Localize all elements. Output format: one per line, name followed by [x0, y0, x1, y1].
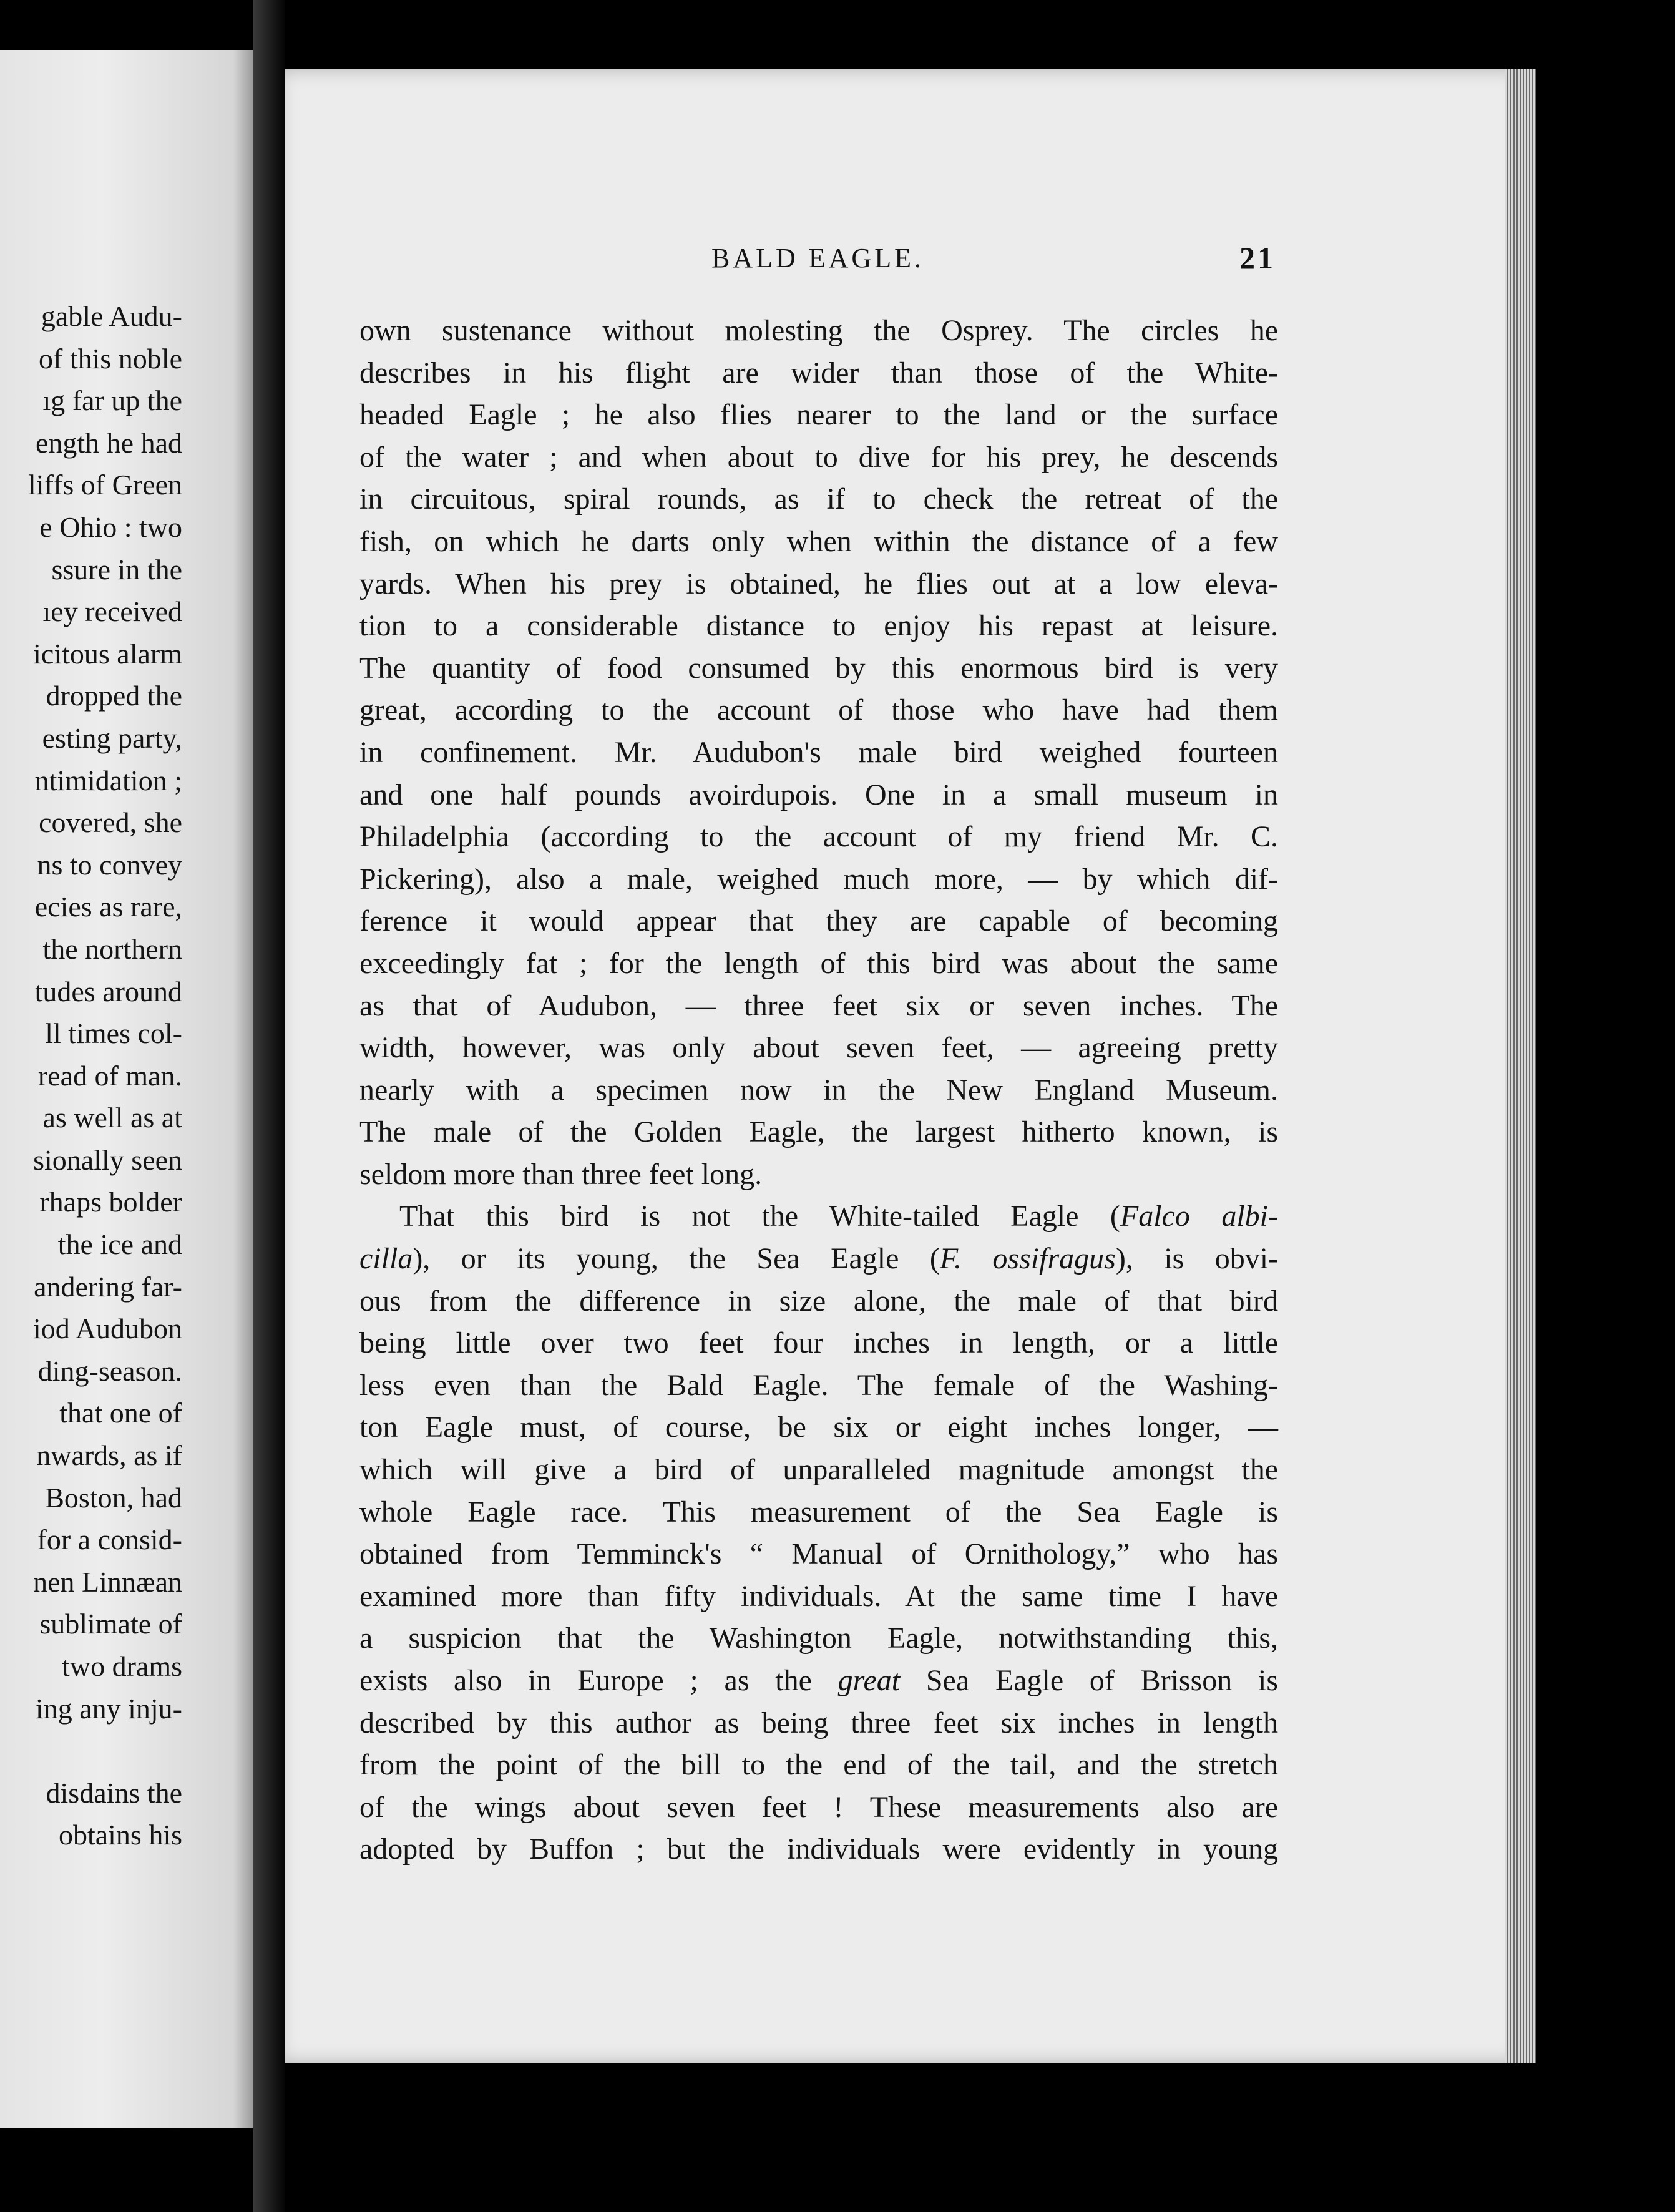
facing-page-line: rhaps bolder — [39, 1186, 182, 1218]
text-line: whole Eagle race. This measurement of the Sea Eagle is — [359, 1495, 1278, 1529]
text-line: obtained from Temminck's “ Manual of Ornithology,” who has — [359, 1537, 1278, 1571]
text-line: The quantity of food consumed by this enormous bird is very — [359, 651, 1278, 685]
paragraph-1 — [359, 310, 1278, 1195]
text-line: less even than the Bald Eagle. The female of the Washing- — [359, 1368, 1278, 1402]
text-line: cilla), or its young, the Sea Eagle (F. ossifragus), is obvi- — [359, 1242, 1279, 1276]
facing-page-line: as well as at — [42, 1102, 182, 1134]
facing-page-line: dropped the — [46, 680, 182, 712]
running-head: BALD EAGLE. — [711, 243, 924, 273]
facing-page-line: andering far- — [34, 1270, 182, 1303]
facing-page-line: sionally seen — [33, 1143, 182, 1176]
facing-page-line: e Ohio : two — [39, 511, 182, 543]
facing-page-line: ıey received — [42, 595, 182, 628]
text-line: ference it would appear that they are capable of becoming — [359, 904, 1278, 938]
paragraph-2 — [359, 1195, 1278, 1871]
text-line: exceedingly fat ; for the length of this bird was about the same — [359, 946, 1278, 980]
facing-page-line: icitous alarm — [33, 637, 182, 670]
text-line: in confinement. Mr. Audubon's male bird weighed fourteen — [359, 735, 1278, 769]
text-line: ous from the difference in size alone, the male of that bird — [359, 1284, 1278, 1318]
text-line: described by this author as being three feet six inches in length — [359, 1706, 1278, 1740]
facing-page-line: ntimidation ; — [34, 764, 182, 796]
page-number: 21 — [1239, 240, 1276, 275]
facing-page-line: gable Audu- — [41, 300, 182, 332]
facing-page — [0, 50, 253, 2128]
text-line: Philadelphia (according to the account of my friend Mr. C. — [359, 820, 1278, 854]
text-line: and one half pounds avoirdupois. One in a small museum in — [359, 778, 1278, 811]
facing-page-line: ll times col- — [45, 1017, 182, 1050]
facing-page-line — [0, 1730, 182, 1772]
page-edges — [1505, 69, 1536, 2063]
facing-page-line: read of man. — [37, 1059, 182, 1092]
text-line: That this bird is not the White-tailed Eagle (Falco albi- — [399, 1200, 1279, 1233]
facing-page-line: of this noble — [39, 342, 182, 374]
body-text — [359, 310, 1278, 1871]
facing-page-line: ecies as rare, — [34, 891, 182, 923]
facing-page-line: the ice and — [57, 1228, 182, 1261]
facing-page-line: ıg far up the — [42, 384, 182, 417]
text-line: headed Eagle ; he also flies nearer to the land or the surface — [359, 398, 1278, 432]
text-line: of the wings about seven feet ! These measurements also are — [359, 1790, 1278, 1824]
text-line: own sustenance without molesting the Osprey. The circles he — [359, 314, 1278, 347]
facing-page-line: for a consid- — [37, 1524, 182, 1556]
text-line: a suspicion that the Washington Eagle, notwithstanding this, — [359, 1622, 1278, 1655]
text-line: seldom more than three feet long. — [359, 1157, 763, 1191]
facing-page-line: ength he had — [35, 426, 182, 459]
facing-page-line: iod Audubon — [33, 1313, 182, 1345]
text-line: width, however, was only about seven feet, — agreeing pretty — [359, 1031, 1278, 1065]
text-line: tion to a considerable distance to enjoy his repast at leisure. — [359, 609, 1278, 643]
book-gutter — [253, 0, 285, 2212]
text-line: fish, on which he darts only when within the distance of a few — [359, 524, 1278, 558]
facing-page-line: two drams — [62, 1650, 182, 1682]
facing-page-line: covered, she — [39, 806, 182, 839]
text-line: exists also in Europe ; as the great Sea Eagle of Brisson is — [359, 1664, 1278, 1697]
text-line: The male of the Golden Eagle, the largest hitherto known, is — [359, 1115, 1278, 1149]
text-line: great, according to the account of those who have had them — [359, 693, 1278, 727]
facing-page-line: ding-season. — [37, 1354, 182, 1387]
facing-page-line: the northern — [42, 932, 182, 965]
facing-page-line: obtains his — [58, 1819, 182, 1851]
facing-page-line: nen Linnæan — [33, 1565, 182, 1598]
facing-page-line: ssure in the — [51, 553, 182, 585]
text-line: describes in his flight are wider than those of the White- — [359, 356, 1278, 389]
text-line: yards. When his prey is obtained, he flies out at a low eleva- — [359, 567, 1278, 600]
text-line: Pickering), also a male, weighed much more, — by which dif- — [359, 862, 1278, 896]
text-line: nearly with a specimen now in the New England Museum. — [359, 1073, 1278, 1107]
facing-page-line: ns to convey — [37, 848, 182, 881]
facing-page-text — [0, 295, 182, 1856]
text-line: examined more than fifty individuals. At the same time I have — [359, 1579, 1278, 1613]
facing-page-line: liffs of Green — [28, 469, 182, 501]
text-line: from the point of the bill to the end of the tail, and the stretch — [359, 1748, 1278, 1782]
text-line: ton Eagle must, of course, be six or eight inches longer, — — [359, 1411, 1278, 1444]
text-line: adopted by Buffon ; but the individuals were evidently in young — [359, 1833, 1278, 1866]
facing-page-line: Boston, had — [45, 1481, 182, 1514]
facing-page-line: nwards, as if — [36, 1439, 182, 1472]
facing-page-line: sublimate of — [39, 1608, 182, 1640]
facing-page-line: tudes around — [34, 975, 182, 1007]
text-line: being little over two feet four inches in length, or a little — [359, 1326, 1278, 1360]
facing-page-line: ing any inju- — [35, 1692, 182, 1725]
facing-page-line: disdains the — [46, 1776, 182, 1809]
facing-page-line: esting party, — [42, 722, 182, 754]
facing-page-line: that one of — [59, 1397, 182, 1429]
text-line: which will give a bird of unparalleled magnitude amongst the — [359, 1453, 1278, 1487]
text-line: as that of Audubon, — three feet six or seven inches. The — [359, 989, 1278, 1022]
text-line: of the water ; and when about to dive for his prey, he descends — [359, 440, 1278, 474]
text-line: in circuitous, spiral rounds, as if to check the retreat of the — [359, 482, 1278, 516]
